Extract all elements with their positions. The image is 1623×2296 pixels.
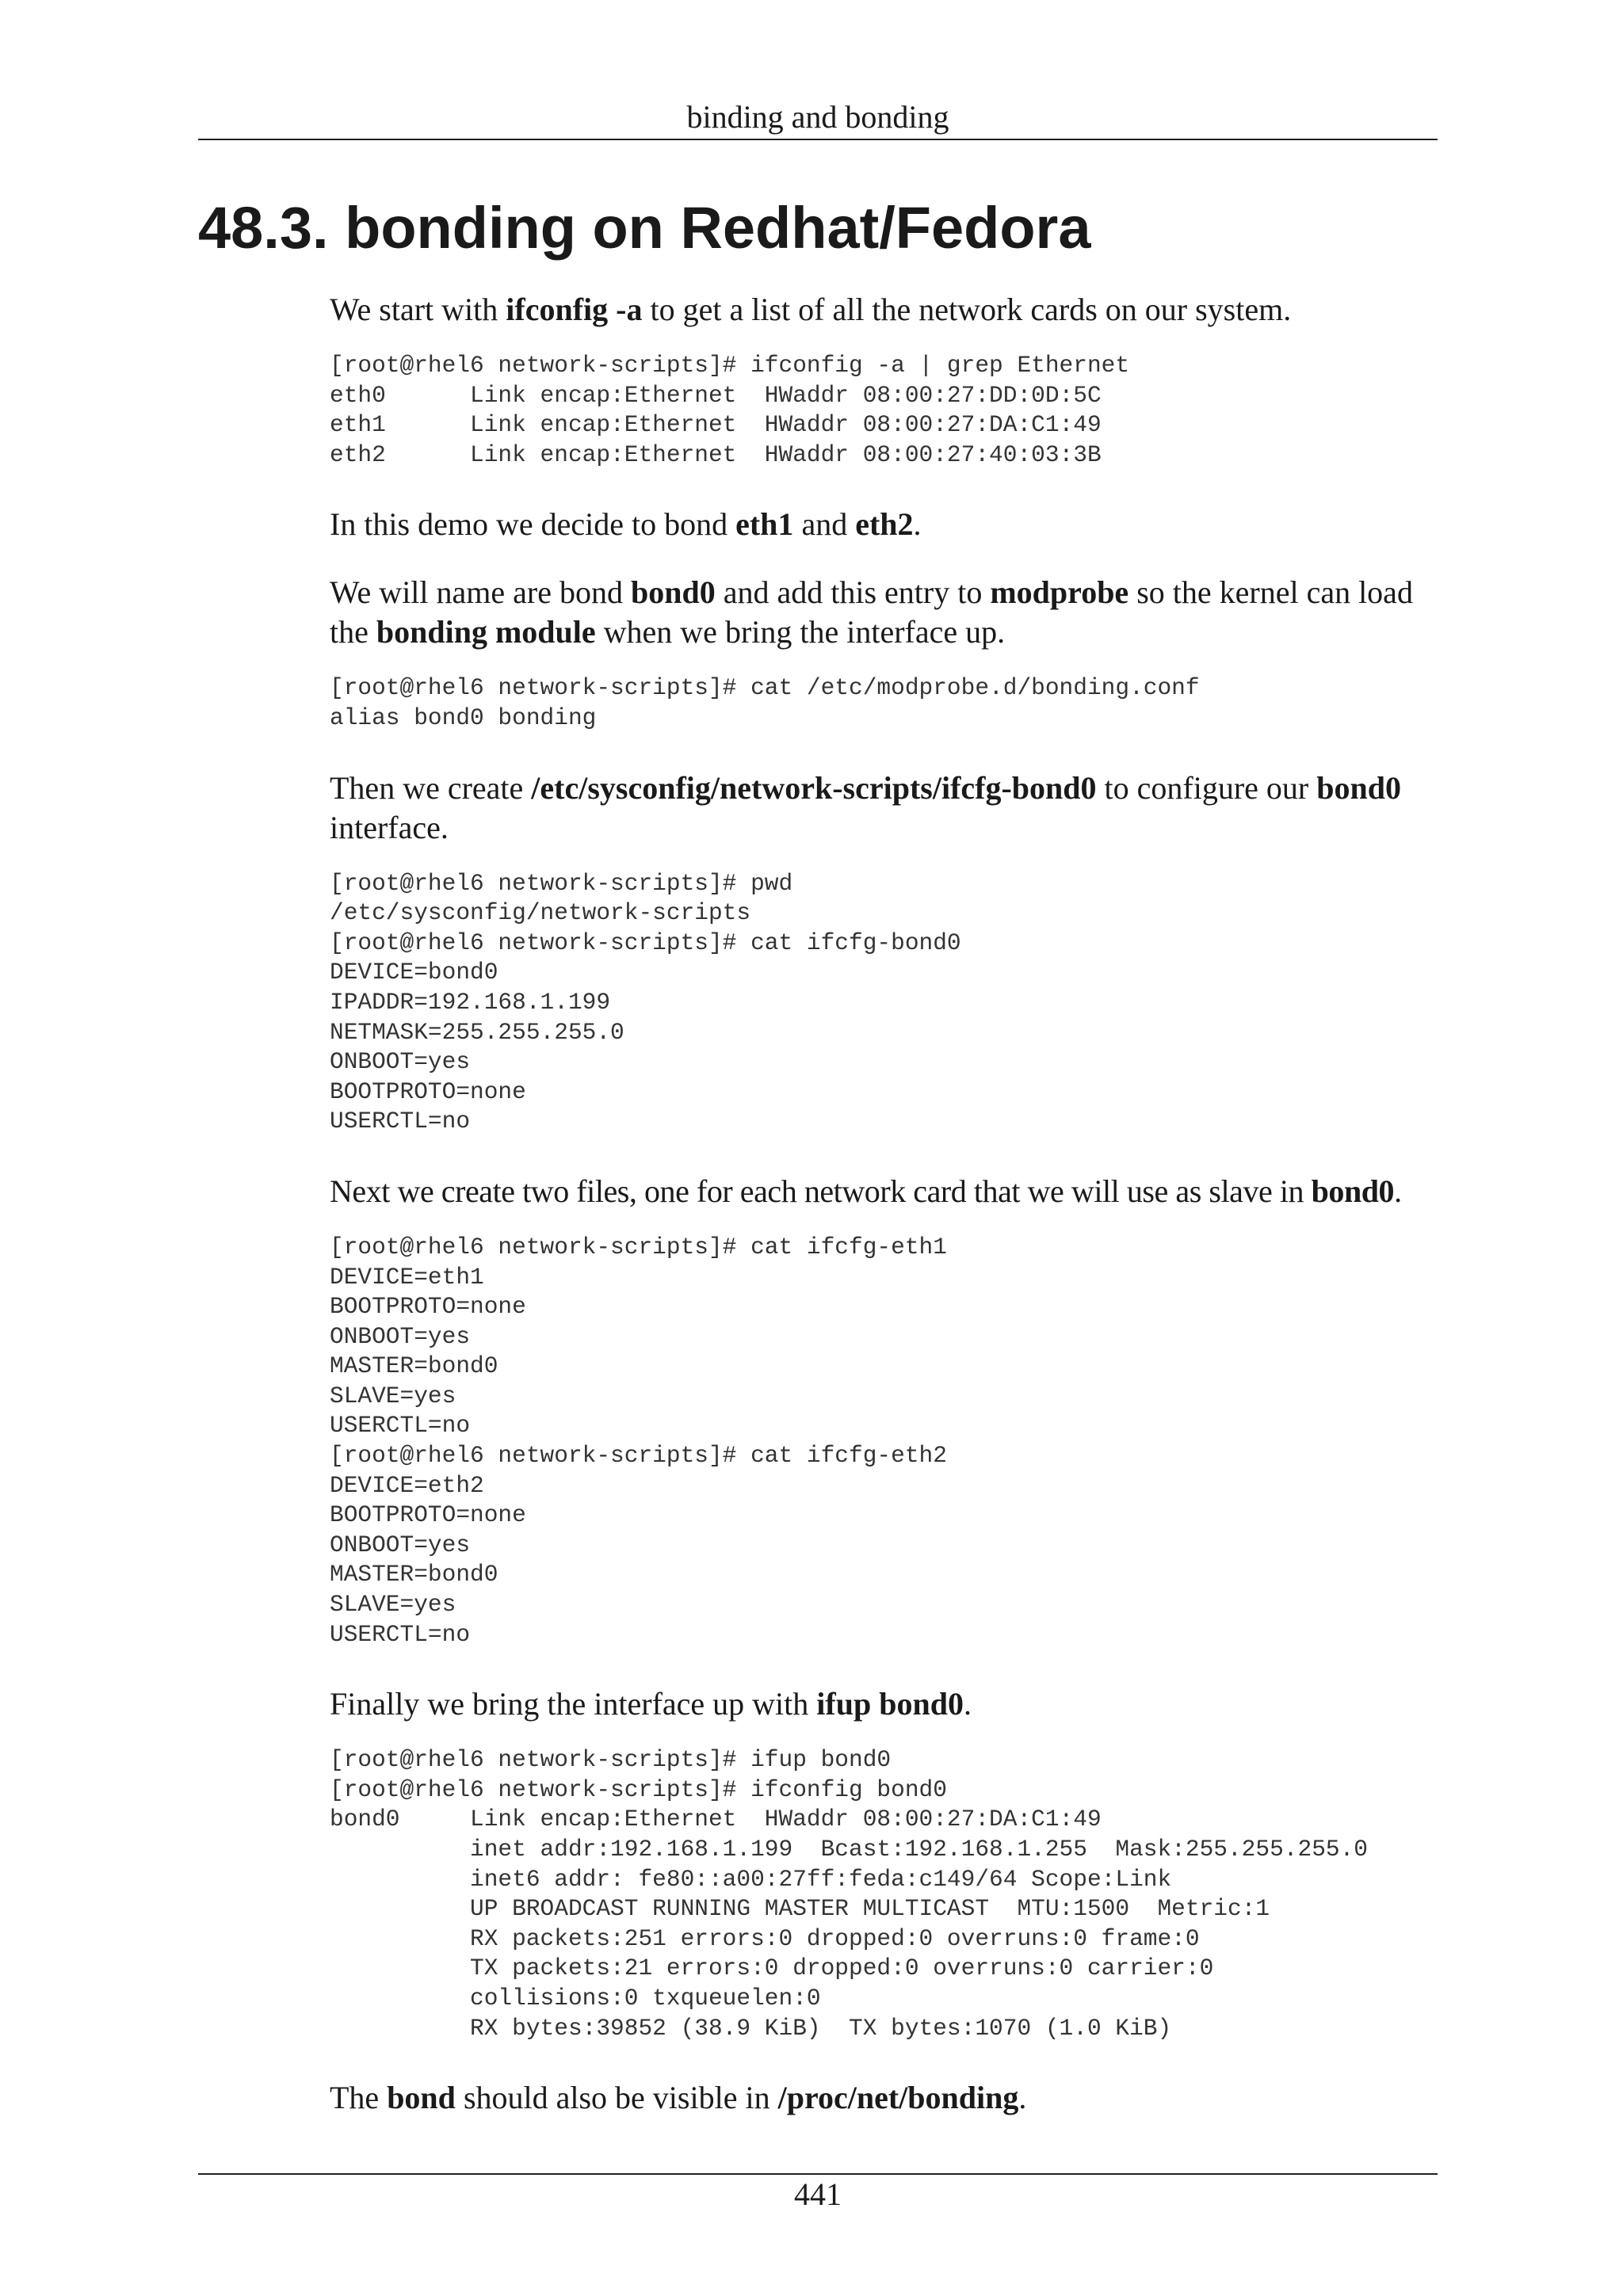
code-block-ifcfg-bond0: [root@rhel6 network-scripts]# pwd /etc/sysconfig/network-scripts [root@rhel6 network-scripts]# cat ifcfg-bond0 DEVICE=bond0 IPADDR=192.168.1.199 NETMASK=255.255.255.0 ONBOOT=yes BOOTPROTO=none USERCTL=no [330,869,961,1135]
running-header: binding and bonding [686,99,949,135]
page-number: 441 [794,2176,842,2212]
header-rule [198,139,1438,140]
slave-files-paragraph: Next we create two files, one for each network card that we will use as slave in bond0. [330,1173,1402,1209]
command-ifconfig-a: ifconfig -a [506,292,643,327]
ifcfg-bond0-paragraph: Then we create /etc/sysconfig/network-scripts/ifcfg-bond0 to configure our bond0 interface. [330,769,1401,845]
intro-paragraph: We start with ifconfig -a to get a list of all the network cards on our system. [330,292,1292,327]
modprobe-paragraph: We will name are bond bond0 and add this entry to modprobe so the kernel can load the bonding module when we bring the interface up. [330,574,1413,650]
proc-net-bonding-paragraph: The bond should also be visible in /proc/net/bonding. [330,2080,1027,2116]
code-block-ifconfig-grep: [root@rhel6 network-scripts]# ifconfig -a | grep Ethernet eth0 Link encap:Ethernet HWaddr 08:00:27:DD:0D:5C eth1 Link encap:Ethernet HWaddr 08:00:27:DA:C1:49 eth2 Link encap:Ethernet HWaddr 08:00:27:40:03:3B [330,352,1130,468]
bond-choice-paragraph: In this demo we decide to bond eth1 and eth2. [330,506,922,543]
code-block-ifcfg-eth: [root@rhel6 network-scripts]# cat ifcfg-eth1 DEVICE=eth1 BOOTPROTO=none ONBOOT=yes MASTER=bond0 SLAVE=yes USERCTL=no [root@rhel6 network-scripts]# cat ifcfg-eth2 DEVICE=eth2 BOOTPROTO=none ONBOOT=yes MASTER=bond0 SLAVE=yes USERCTL=no [330,1233,947,1648]
page-body [330,290,1439,2118]
ifup-paragraph: Finally we bring the interface up with ifup bond0. [330,1686,972,1722]
code-block-ifconfig-bond0: [root@rhel6 network-scripts]# ifup bond0 [root@rhel6 network-scripts]# ifconfig bond0 bond0 Link encap:Ethernet HWaddr 08:00:27:DA:C1:49 inet addr:192.168.1.199 Bcast:192.168.1.255 Mask:255.255.255.0 inet6 addr: fe80::a00:27ff:feda:c149/64 Scope:Link UP BROADCAST RUNNING MASTER MULTICAST MTU:1500 Metric:1 RX packets:251 errors:0 dropped:0 overruns:0 frame:0 TX packets:21 errors:0 dropped:0 overruns:0 carrier:0 collisions:0 txqueuelen:0 RX bytes:39852 (38.9 KiB) TX bytes:1070 (1.0 KiB) [330,1746,1369,2042]
section-title: 48.3. bonding on Redhat/Fedora [198,195,1091,261]
code-block-modprobe-conf: [root@rhel6 network-scripts]# cat /etc/modprobe.d/bonding.conf alias bond0 bonding [330,674,1200,731]
